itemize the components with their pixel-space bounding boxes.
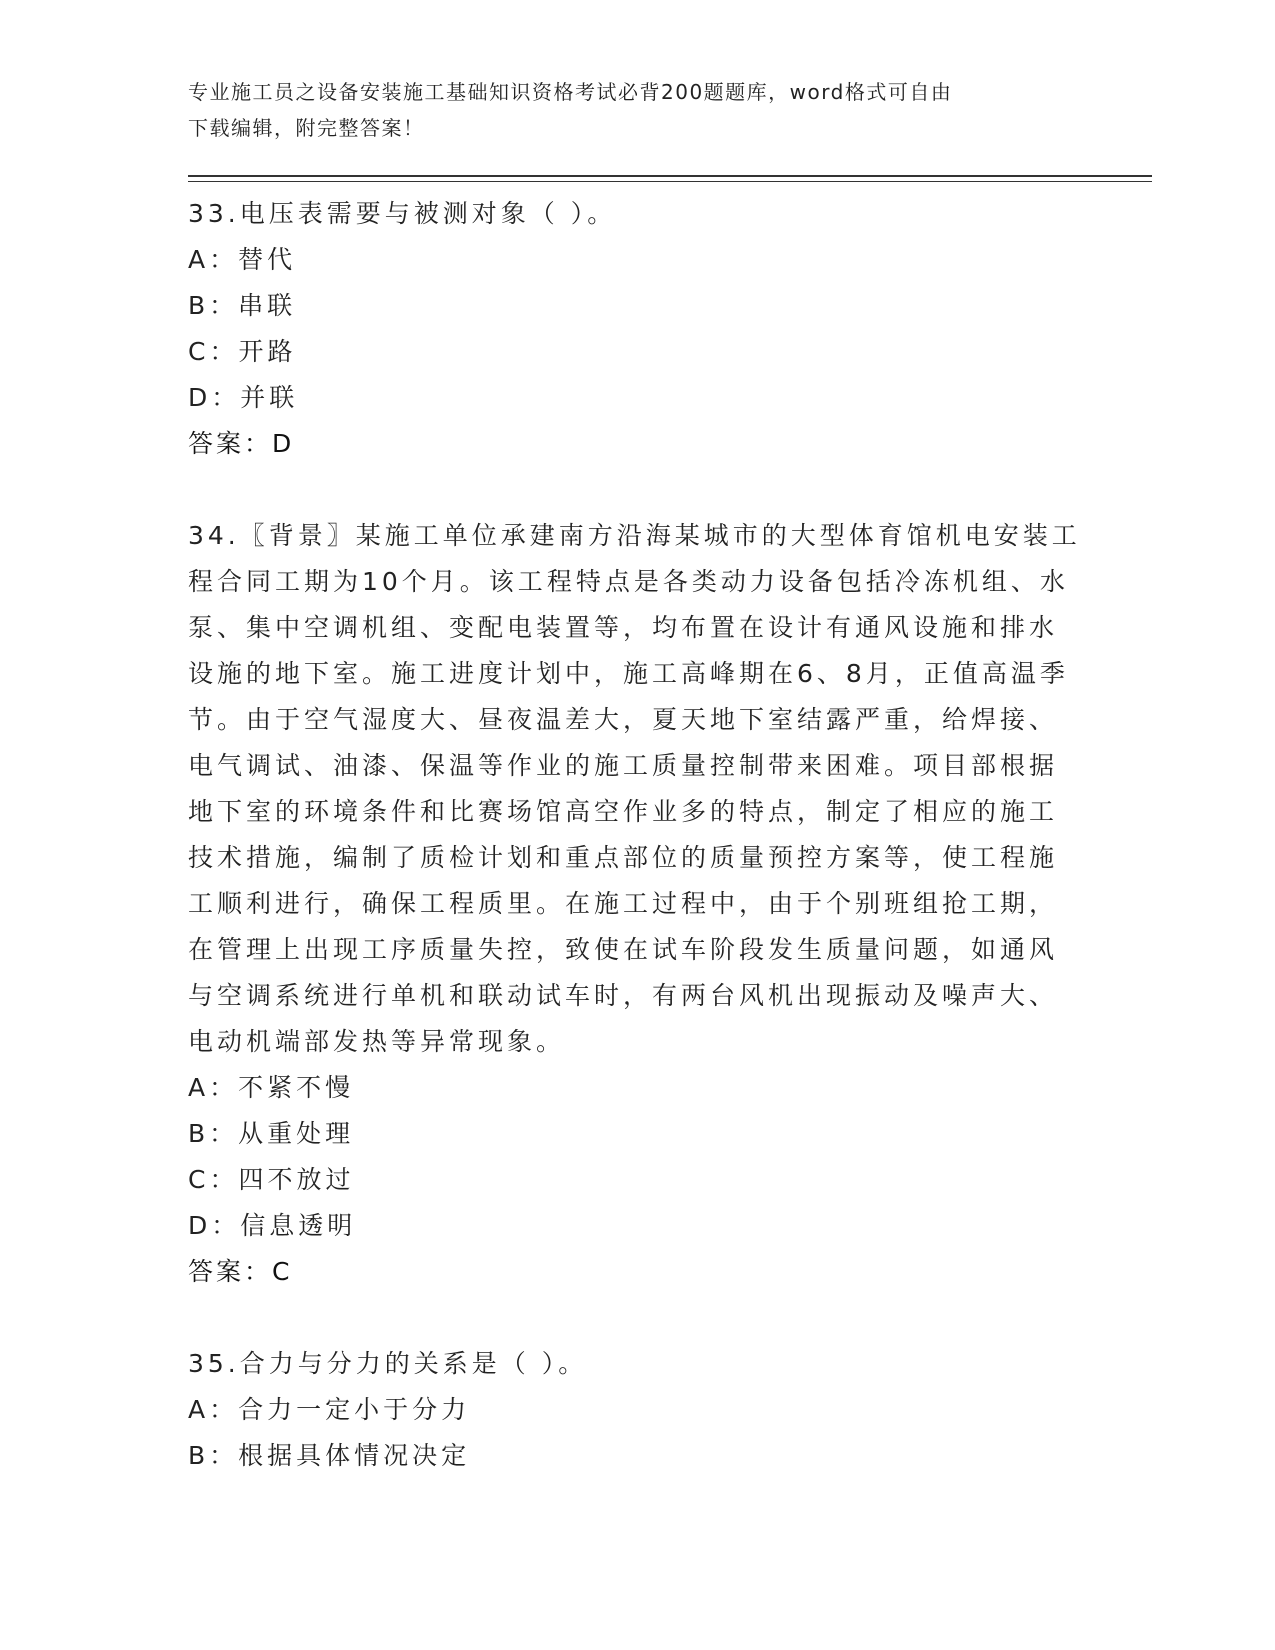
question-stem-line: 在管理上出现工序质量失控，致使在试车阶段发生质量问题，如通风 <box>188 935 1059 964</box>
option-c: C：开路 <box>188 337 297 366</box>
spacer <box>188 1295 1088 1341</box>
question-35 <box>188 1341 1088 1479</box>
header-line-2: 下载编辑，附完整答案！ <box>188 116 425 140</box>
question-stem-line: 设施的地下室。施工进度计划中，施工高峰期在6、8月，正值高温季 <box>188 659 1069 688</box>
question-stem-line: 电气调试、油漆、保温等作业的施工质量控制带来困难。项目部根据 <box>188 751 1059 780</box>
option-a: A：不紧不慢 <box>188 1073 355 1102</box>
option-a: A：替代 <box>188 245 297 274</box>
option-a: A：合力一定小于分力 <box>188 1395 471 1424</box>
question-stem-line: 工顺利进行，确保工程质里。在施工过程中，由于个别班组抢工期， <box>188 889 1059 918</box>
question-stem: 35.合力与分力的关系是（ ）。 <box>188 1349 588 1378</box>
option-d: D：信息透明 <box>188 1211 357 1240</box>
header-rule-thick <box>188 175 1152 177</box>
question-stem-line: 电动机端部发热等异常现象。 <box>188 1027 566 1056</box>
document-header <box>188 74 1088 146</box>
answer-line: 答案：D <box>188 429 295 458</box>
question-stem-line: 程合同工期为10个月。该工程特点是各类动力设备包括冷冻机组、水 <box>188 567 1069 596</box>
answer-line: 答案：C <box>188 1257 293 1286</box>
question-stem-line: 地下室的环境条件和比赛场馆高空作业多的特点，制定了相应的施工 <box>188 797 1059 826</box>
option-b: B：从重处理 <box>188 1119 355 1148</box>
question-stem-line: 节。由于空气湿度大、昼夜温差大，夏天地下室结露严重，给焊接、 <box>188 705 1059 734</box>
question-stem-line: 34.〖背景〗某施工单位承建南方沿海某城市的大型体育馆机电安装工 <box>188 521 1081 550</box>
option-b: B：根据具体情况决定 <box>188 1441 471 1470</box>
question-stem-line: 与空调系统进行单机和联动试车时，有两台风机出现振动及噪声大、 <box>188 981 1059 1010</box>
header-rule-thin <box>188 181 1152 182</box>
header-line-1: 专业施工员之设备安装施工基础知识资格考试必背200题题库，word格式可自由 <box>188 80 953 104</box>
option-c: C：四不放过 <box>188 1165 355 1194</box>
option-b: B：串联 <box>188 291 297 320</box>
spacer <box>188 467 1088 513</box>
question-stem: 33.电压表需要与被测对象（ ）。 <box>188 199 617 228</box>
question-33 <box>188 191 1088 467</box>
question-stem-line: 技术措施，编制了质检计划和重点部位的质量预控方案等，使工程施 <box>188 843 1059 872</box>
option-d: D：并联 <box>188 383 299 412</box>
question-list <box>188 191 1088 1479</box>
question-stem-line: 泵、集中空调机组、变配电装置等，均布置在设计有通风设施和排水 <box>188 613 1059 642</box>
question-34 <box>188 513 1088 1295</box>
